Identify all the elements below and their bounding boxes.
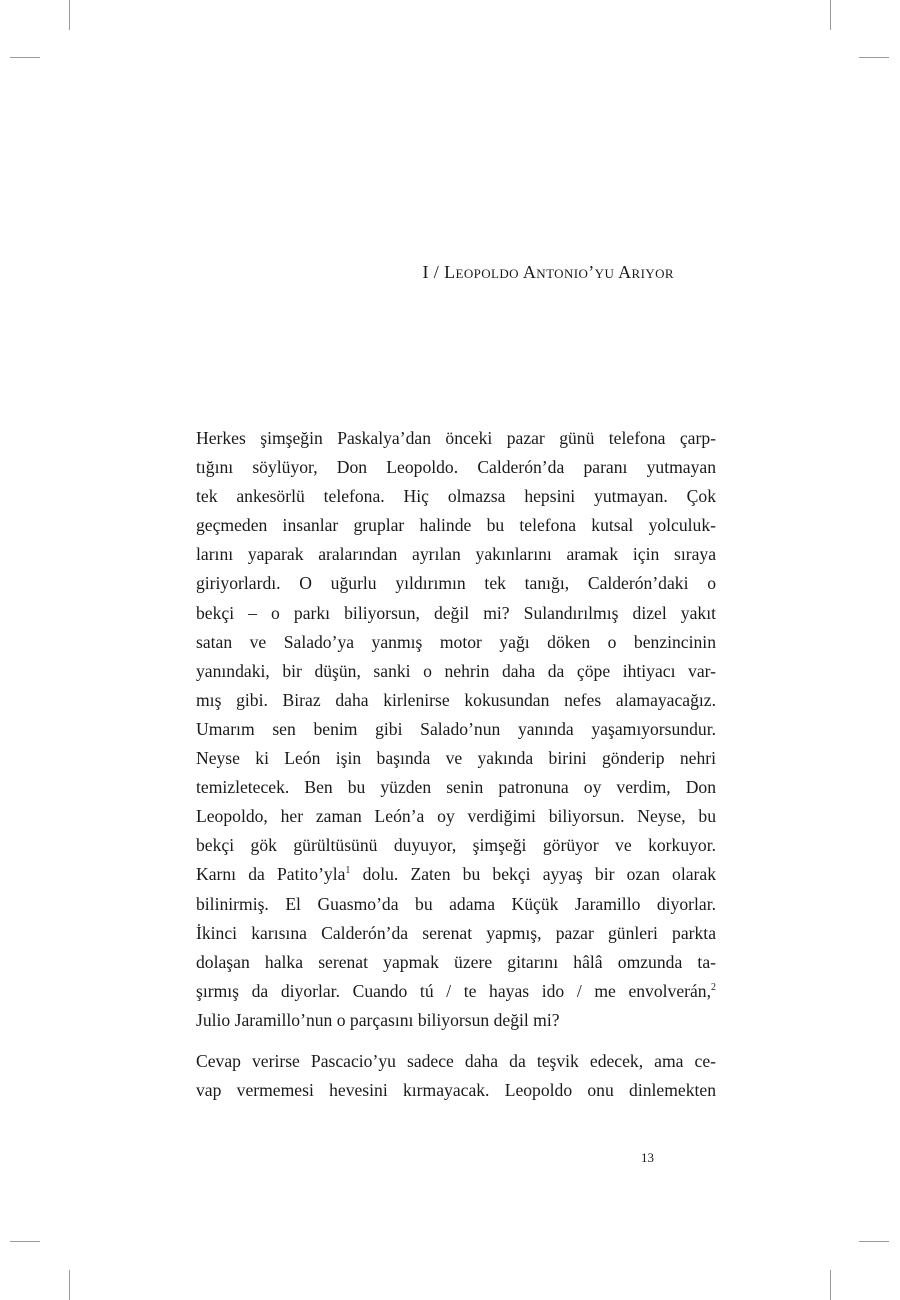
text-line: Herkes şimşeğin Paskalya’dan önceki pazar günü telefona çarp- [196,428,716,448]
crop-mark-bottom-right-vertical [830,1270,831,1300]
paragraph-gap [196,1035,716,1047]
text-line: temizletecek. Ben bu yüzden senin patronuna oy verdim, Don [196,777,716,798]
crop-mark-bottom-left-vertical [69,1270,70,1300]
text-line: yanındaki, bir düşün, sanki o nehrin daha da çöpe ihtiyacı var- [196,660,716,681]
text-line: dolaşan halka serenat yapmak üzere gitarını hâlâ omzunda ta- [196,951,716,972]
text-line: bekçi gök gürültüsünü duyuyor, şimşeği görüyor ve korkuyor. [196,835,716,856]
text-line: Cevap verirse Pascacio’yu sadece daha da teşvik edecek, ama ce- [196,1050,716,1071]
page-number: 13 [641,1150,654,1165]
text-line: tığını söylüyor, Don Leopoldo. Calderón’da paranı yutmayan [196,457,716,478]
line-text: Karnı da Patito’yla [196,864,346,885]
text-line-with-footnote [196,860,716,889]
crop-mark-top-left-vertical [69,0,70,30]
body-text [196,424,716,1105]
crop-mark-bottom-right-horizontal [859,1241,889,1242]
paragraph-2 [196,1047,716,1105]
text-line-with-footnote [196,977,716,1006]
chapter-title: I / Leopoldo Antonio’yu Arıyor [422,262,674,282]
text-line: tek ankesörlü telefona. Hiç olmazsa hepsini yutmayan. Çok [196,486,716,507]
text-line: bekçi – o parkı biliyorsun, değil mi? Sulandırılmış dizel yakıt [196,602,716,623]
text-line: Leopoldo, her zaman León’a oy verdiğimi biliyorsun. Neyse, bu [196,806,716,827]
line-text: dolu. Zaten bu bekçi ayyaş bir ozan olarak [350,864,716,885]
text-line: geçmeden insanlar gruplar halinde bu telefona kutsal yolculuk- [196,515,716,536]
crop-mark-top-right-vertical [830,0,831,30]
crop-mark-top-right-horizontal [859,57,889,58]
text-line: bilinirmiş. El Guasmo’da bu adama Küçük Jaramillo diyorlar. [196,893,716,914]
crop-mark-top-left-horizontal [10,57,40,58]
text-line: vap vermemesi hevesini kırmayacak. Leopoldo onu dinlemekten [196,1080,716,1101]
text-line: Umarım sen benim gibi Salado’nun yanında yaşamıyorsundur. [196,718,716,739]
text-line: Julio Jaramillo’nun o parçasını biliyorsun değil mi? [196,1009,560,1030]
text-line: İkinci karısına Calderón’da serenat yapmış, pazar günleri parkta [196,922,716,943]
text-line: satan ve Salado’ya yanmış motor yağı döken o benzincinin [196,631,716,652]
text-line: mış gibi. Biraz daha kirlenirse kokusundan nefes alamayacağız. [196,689,716,710]
line-text: şırmış da diyorlar. Cuando tú / te hayas ido / me envolverán, [196,980,711,1001]
footnote-ref-2: 2 [711,981,716,993]
text-line: giriyorlardı. O uğurlu yıldırımın tek tanığı, Calderón’daki o [196,573,716,594]
paragraph-1 [196,424,716,1035]
text-line: Neyse ki León işin başında ve yakında birini gönderip nehri [196,748,716,769]
crop-mark-bottom-left-horizontal [10,1241,40,1242]
footnote-ref-1: 1 [345,865,351,877]
text-line: larını yaparak aralarından ayrılan yakınlarını aramak için sıraya [196,544,716,565]
